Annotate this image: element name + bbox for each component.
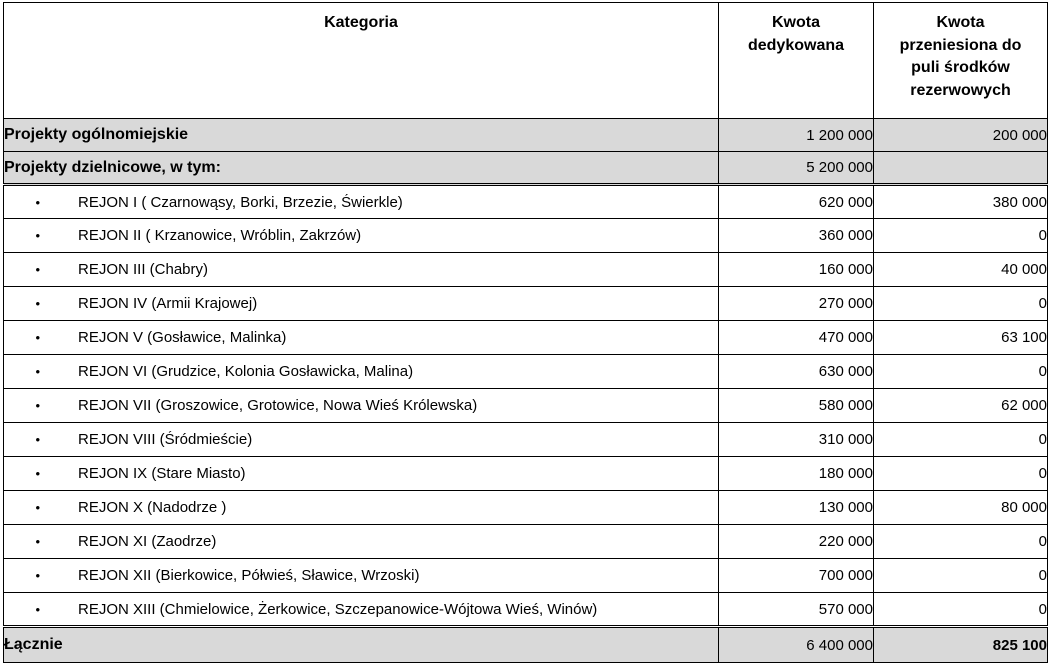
bullet-wrapper (4, 194, 718, 211)
total-row (4, 627, 1048, 663)
bullet-wrapper (4, 431, 718, 448)
table-row-label: REJON II ( Krzanowice, Wróblin, Zakrzów) (78, 227, 362, 244)
table-row (4, 253, 1048, 287)
table-row (4, 219, 1048, 253)
table-row-dedicated: 700 000 (719, 559, 874, 593)
column-header-dedicated-line2: dedykowana (747, 36, 845, 54)
group-row (4, 152, 1048, 185)
table-row-reserve: 0 (874, 525, 1048, 559)
group-row-reserve (874, 152, 1048, 185)
table-row-category (4, 525, 719, 559)
table-row-reserve: 80 000 (874, 491, 1048, 525)
table-row (4, 287, 1048, 321)
table-row (4, 593, 1048, 627)
group-row-dedicated: 1 200 000 (719, 119, 874, 152)
bullet-icon: • (35, 432, 40, 447)
column-header-reserve-lines (874, 12, 1047, 103)
group-row-label: Projekty dzielnicowe, w tym: (4, 152, 719, 185)
table-row-category (4, 389, 719, 423)
table-row-label: REJON V (Gosławice, Malinka) (78, 329, 287, 346)
bullet-wrapper (4, 397, 718, 414)
bullet-wrapper (4, 465, 718, 482)
bullet-wrapper (4, 295, 718, 312)
table-row-dedicated: 270 000 (719, 287, 874, 321)
table-row-category (4, 253, 719, 287)
column-header-reserve-line4: rezerwowych (910, 82, 1011, 100)
group-row-dedicated: 5 200 000 (719, 152, 874, 185)
bullet-wrapper (4, 227, 718, 244)
table-row-category (4, 321, 719, 355)
table-row-label: REJON XIII (Chmielowice, Żerkowice, Szczepanowice-Wójtowa Wieś, Winów) (78, 600, 598, 618)
bullet-wrapper (4, 261, 718, 278)
bullet-icon: • (35, 568, 40, 583)
table-body (4, 119, 1048, 663)
column-header-dedicated (719, 3, 874, 119)
group-row (4, 119, 1048, 152)
table-row-label: REJON IV (Armii Krajowej) (78, 295, 258, 312)
table-row-reserve: 380 000 (874, 185, 1048, 219)
table-row-reserve: 0 (874, 457, 1048, 491)
table-row-category (4, 457, 719, 491)
table-row-reserve: 63 100 (874, 321, 1048, 355)
table-row (4, 423, 1048, 457)
bullet-icon: • (35, 194, 40, 210)
bullet-wrapper (4, 363, 718, 380)
table-header (4, 3, 1048, 119)
table-row-dedicated: 620 000 (719, 185, 874, 219)
bullet-icon: • (35, 364, 40, 379)
table-row-dedicated: 220 000 (719, 525, 874, 559)
total-row-label: Łącznie (4, 627, 719, 663)
table-row (4, 491, 1048, 525)
table-row (4, 389, 1048, 423)
column-header-reserve-line1: Kwota (936, 14, 985, 31)
table-row-reserve: 0 (874, 593, 1048, 627)
bullet-icon: • (35, 466, 40, 481)
bullet-wrapper (4, 499, 718, 516)
bullet-icon: • (35, 534, 40, 549)
table-row-label: REJON VIII (Śródmieście) (78, 431, 253, 448)
table-row-dedicated: 570 000 (719, 593, 874, 627)
bullet-icon: • (35, 296, 40, 311)
table-row-dedicated: 580 000 (719, 389, 874, 423)
table-row-dedicated: 470 000 (719, 321, 874, 355)
column-header-reserve-line3: puli środków (911, 59, 1010, 77)
table-row-category (4, 491, 719, 525)
bullet-icon: • (35, 601, 40, 617)
table-row-category (4, 185, 719, 219)
bullet-wrapper (4, 601, 718, 618)
group-row-label: Projekty ogólnomiejskie (4, 119, 719, 152)
table-row-reserve: 0 (874, 355, 1048, 389)
table-row-reserve: 62 000 (874, 389, 1048, 423)
column-header-category (4, 3, 719, 119)
table-row-dedicated: 310 000 (719, 423, 874, 457)
table-row-reserve: 0 (874, 287, 1048, 321)
table-row-label: REJON III (Chabry) (78, 261, 209, 278)
table-row-category (4, 559, 719, 593)
table-row (4, 457, 1048, 491)
table-row-label: REJON XI (Zaodrze) (78, 533, 217, 550)
table-row-dedicated: 180 000 (719, 457, 874, 491)
header-row (4, 3, 1048, 119)
bullet-icon: • (35, 330, 40, 345)
column-header-reserve-line2: przeniesiona do (899, 36, 1022, 54)
table-row-label: REJON XII (Bierkowice, Półwieś, Sławice, Wrzoski) (78, 567, 420, 584)
table-row (4, 559, 1048, 593)
table-row-dedicated: 630 000 (719, 355, 874, 389)
bullet-icon: • (35, 262, 40, 277)
bullet-icon: • (35, 500, 40, 515)
bullet-wrapper (4, 567, 718, 584)
bullet-icon: • (35, 228, 40, 243)
bullet-wrapper (4, 533, 718, 550)
column-header-reserve (874, 3, 1048, 119)
table-row-category (4, 423, 719, 457)
table-row-reserve: 0 (874, 219, 1048, 253)
table-row-label: REJON VI (Grudzice, Kolonia Gosławicka, Malina) (78, 363, 414, 380)
table-row-dedicated: 130 000 (719, 491, 874, 525)
table-row (4, 321, 1048, 355)
column-header-dedicated-line1: Kwota (772, 14, 820, 31)
table-row (4, 525, 1048, 559)
table-row-category (4, 593, 719, 627)
table-row-reserve: 40 000 (874, 253, 1048, 287)
table-row-dedicated: 360 000 (719, 219, 874, 253)
total-row-dedicated: 6 400 000 (719, 627, 874, 663)
budget-table (3, 2, 1048, 663)
table-row-reserve: 0 (874, 559, 1048, 593)
column-header-dedicated-lines (719, 12, 873, 57)
table-row-category (4, 355, 719, 389)
group-row-reserve: 200 000 (874, 119, 1048, 152)
table-row-dedicated: 160 000 (719, 253, 874, 287)
table-row-category (4, 287, 719, 321)
table-row-label: REJON I ( Czarnowąsy, Borki, Brzezie, Świerkle) (78, 193, 403, 211)
table-row-label: REJON IX (Stare Miasto) (78, 465, 246, 482)
table-row (4, 185, 1048, 219)
table-row-label: REJON X (Nadodrze ) (78, 499, 227, 516)
table-row-category (4, 219, 719, 253)
total-row-reserve: 825 100 (874, 627, 1048, 663)
table-row (4, 355, 1048, 389)
column-header-category-label: Kategoria (324, 14, 398, 31)
table-row-reserve: 0 (874, 423, 1048, 457)
bullet-wrapper (4, 329, 718, 346)
bullet-icon: • (35, 398, 40, 413)
table-row-label: REJON VII (Groszowice, Grotowice, Nowa Wieś Królewska) (78, 397, 478, 414)
